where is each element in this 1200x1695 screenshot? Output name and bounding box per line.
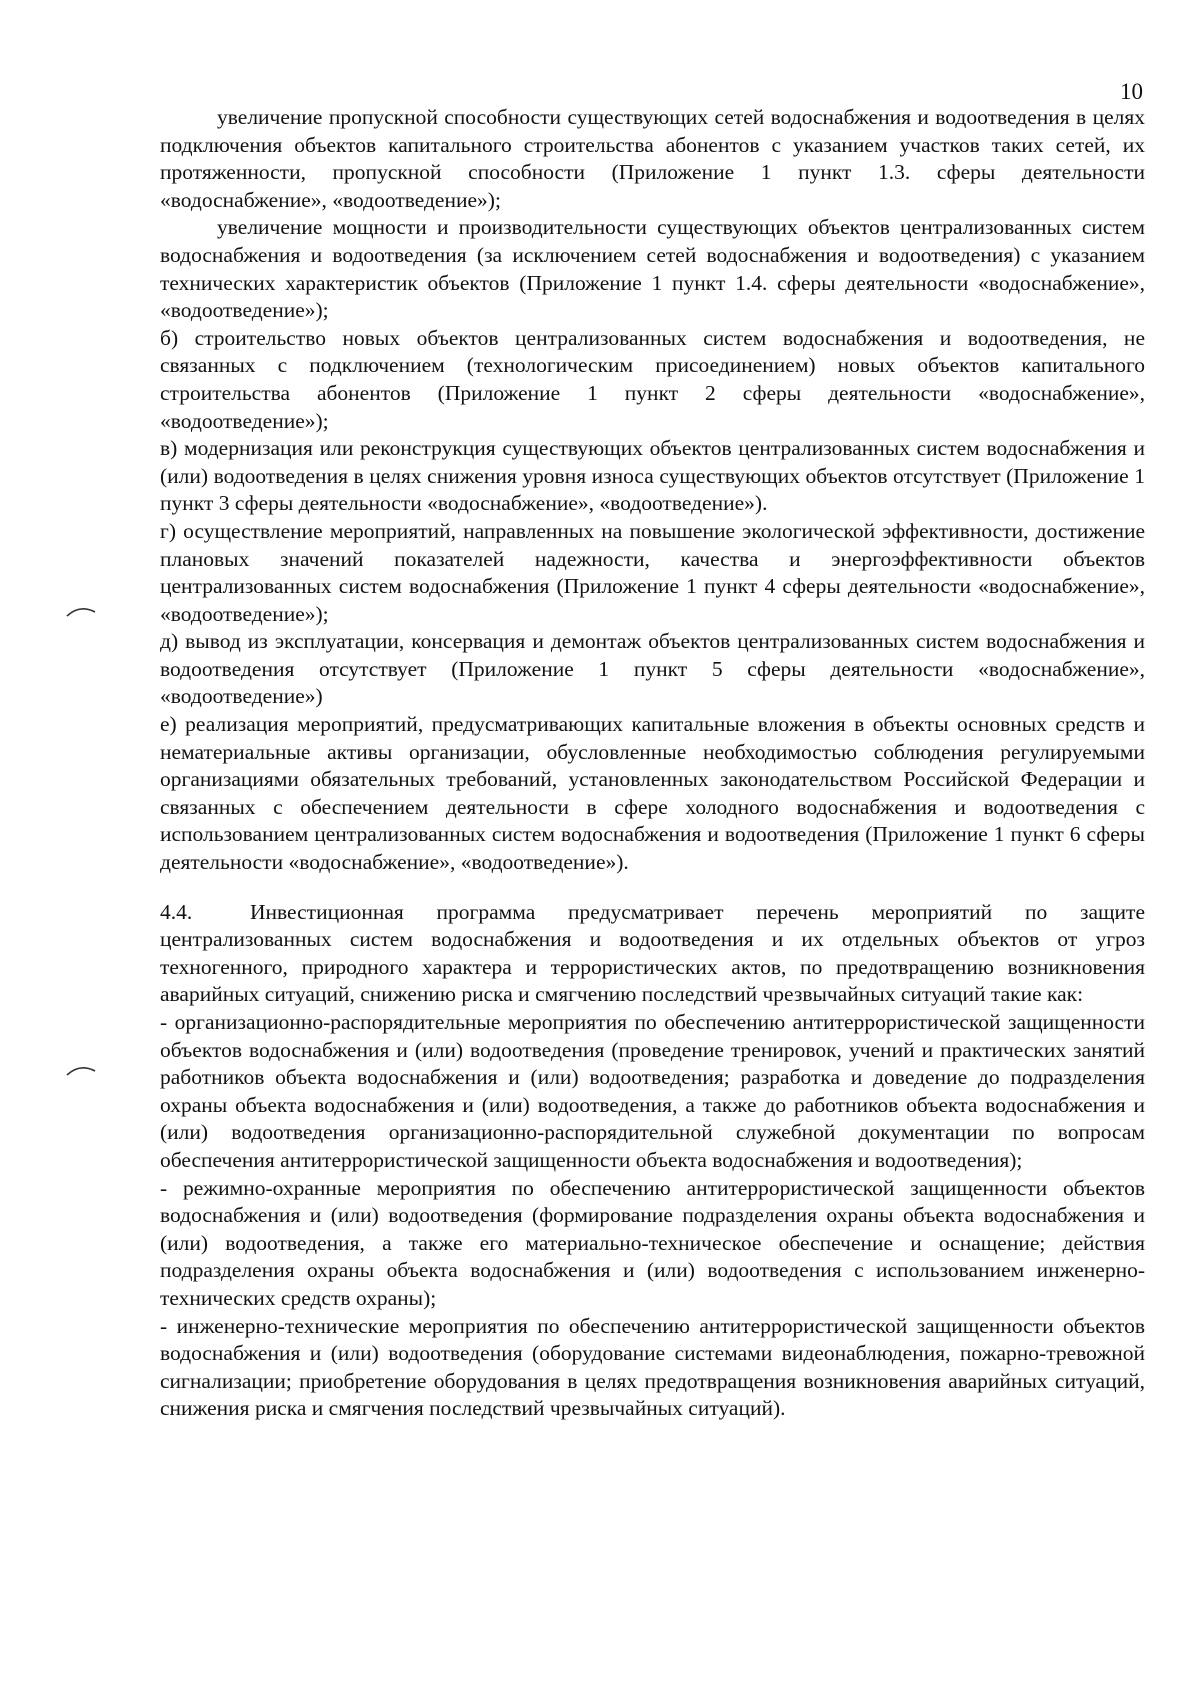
list-item-b: б) строительство новых объектов централизованных систем водоснабжения и водоотведения, не связанных с подключением (технологическим присоединением) новых объектов капитального строительства абонентов (Приложение 1 пункт 2 сферы деятельности «водоснабжение», «водоотведение»);: [160, 325, 1145, 433]
section-number: 4.4.: [160, 899, 193, 924]
punch-hole-mark: [66, 604, 96, 618]
bullet-item: - режимно-охранные мероприятия по обеспечению антитеррористической защищенности объектов водоснабжения и (или) водоотведения (формирование подразделения охраны объекта водоснабжения и (или) водоотведения, а также его материально-техническое обеспечение и оснащение; действия подразделения охраны объекта водоснабжения и (или) водоотведения с использованием инженерно-технических средств охраны);: [160, 1175, 1145, 1310]
bullet-item: - инженерно-технические мероприятия по обеспечению антитеррористической защищенности объектов водоснабжения и (или) водоотведения (оборудование системами видеонаблюдения, пожарно-тревожной сигнализации; приобретение оборудования в целях предотвращения возникновения аварийных ситуаций, снижения риска и смягчения последствий чрезвычайных ситуаций).: [160, 1313, 1145, 1421]
punch-hole-mark: [66, 1063, 96, 1077]
page-number: 10: [1120, 79, 1143, 104]
bullet-item: - организационно-распорядительные мероприятия по обеспечению антитеррористической защищенности объектов водоснабжения и (или) водоотведения (проведение тренировок, учений и практических занятий работников объекта водоснабжения и (или) водоотведения; разработка и доведение до подразделения охраны объекта водоснабжения и (или) водоотведения, а также до работников объекта водоснабжения и (или) водоотведения организационно-распорядительной служебной документации по вопросам обеспечения антитеррористической защищенности объекта водоснабжения и водоотведения);: [160, 1010, 1145, 1172]
section-4-4: [160, 899, 1145, 1009]
paragraph: увеличение пропускной способности существующих сетей водоснабжения и водоотведения в целях подключения объектов капитального строительства абонентов с указанием участков таких сетей, их протяженности, пропускной способности (Приложение 1 пункт 1.3. сферы деятельности «водоснабжение», «водоотведение»);: [160, 105, 1145, 212]
list-item-e: е) реализация мероприятий, предусматривающих капитальные вложения в объекты основных средств и нематериальные активы организации, обусловленные необходимостью соблюдения регулируемыми организациями обязательных требований, установленных законодательством Российской Федерации и связанных с обеспечением деятельности в сфере холодного водоснабжения и водоотведения с использованием централизованных систем водоснабжения и водоотведения (Приложение 1 пункт 6 сферы деятельности «водоснабжение», «водоотведение»).: [160, 712, 1145, 875]
list-item-d: д) вывод из эксплуатации, консервация и демонтаж объектов централизованных систем водоснабжения и водоотведения отсутствует (Приложение 1 пункт 5 сферы деятельности «водоснабжение», «водоотведение»): [160, 629, 1145, 709]
list-item-v: в) модернизация или реконструкция существующих объектов централизованных систем водоснабжения и (или) водоотведения в целях снижения уровня износа существующих объектов отсутствует (Приложение 1 пункт 3 сферы деятельности «водоснабжение», «водоотведение»).: [160, 436, 1145, 516]
list-item-g: г) осуществление мероприятий, направленных на повышение экологической эффективности, достижение плановых значений показателей надежности, качества и энергоэффективности объектов централизованных систем водоснабжения (Приложение 1 пункт 4 сферы деятельности «водоснабжение», «водоотведение»);: [160, 518, 1145, 626]
section-text: Инвестиционная программа предусматривает перечень мероприятий по защите централизованных систем водоснабжения и водоотведения и их отдельных объектов от угроз техногенного, природного характера и террористических актов, по предотвращению возникновения аварийных ситуаций, снижению риска и смягчению последствий чрезвычайных ситуаций такие как:: [160, 899, 1145, 1007]
paragraph: увеличение мощности и производительности существующих объектов централизованных систем водоснабжения и водоотведения (за исключением сетей водоснабжения и водоотведения) с указанием технических характеристик объектов (Приложение 1 пункт 1.4. сферы деятельности «водоснабжение», «водоотведение»);: [160, 215, 1145, 323]
document-body: [160, 104, 1145, 1423]
